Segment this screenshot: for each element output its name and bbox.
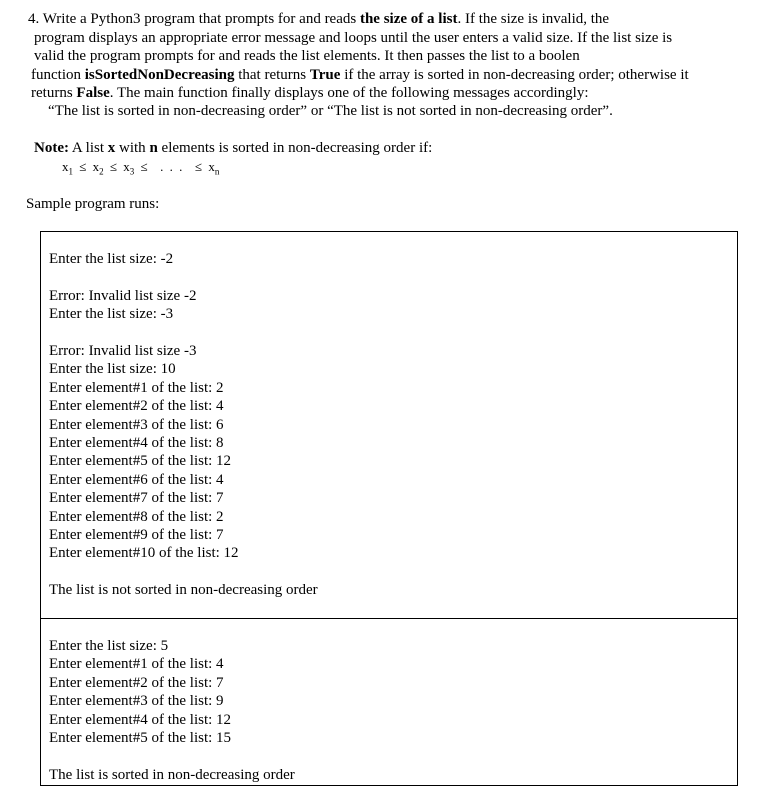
output-line: Enter element#7 of the list: 7 — [49, 490, 224, 506]
result-message: The list is sorted in non-decreasing order — [49, 767, 295, 783]
formula-le: ≤ — [79, 159, 87, 174]
note-line — [34, 139, 432, 157]
output-line: Enter element#6 of the list: 4 — [49, 472, 224, 488]
output-line: Enter the list size: 5 — [49, 638, 169, 654]
sorted-condition-formula — [62, 158, 219, 181]
problem-line-6-messages: “The list is sorted in non-decreasing order” or “The list is not sorted in non-decreasing order”. — [48, 103, 613, 119]
problem-text: returns — [31, 85, 77, 101]
formula-le: ≤ — [194, 159, 203, 174]
note-text: with — [115, 140, 150, 156]
problem-text: if the array is sorted in non-decreasing order; otherwise it — [340, 67, 689, 83]
output-line: Enter element#4 of the list: 8 — [49, 435, 224, 451]
output-line: Enter element#2 of the list: 4 — [49, 398, 224, 414]
output-line: Enter element#9 of the list: 7 — [49, 527, 224, 543]
note-var-n: n — [149, 140, 158, 156]
formula-dots: . . . — [160, 159, 183, 174]
output-line: Enter the list size: 10 — [49, 361, 176, 377]
note-text: elements is sorted in non-decreasing order if: — [157, 140, 433, 156]
output-line: Enter the list size: -3 — [49, 306, 174, 322]
output-line: Error: Invalid list size -2 — [49, 288, 197, 304]
problem-line-1 — [28, 10, 609, 28]
formula-x: x — [92, 159, 100, 174]
output-line: Enter element#5 of the list: 15 — [49, 730, 232, 746]
formula-le: ≤ — [109, 159, 118, 174]
sample-run-2-box — [40, 618, 738, 786]
note-label: Note: — [34, 140, 69, 156]
formula-subscript: 3 — [129, 166, 135, 177]
keyword-true: True — [309, 67, 341, 83]
output-line: Enter element#8 of the list: 2 — [49, 509, 224, 525]
output-line: Enter element#3 of the list: 9 — [49, 693, 224, 709]
function-name: isSortedNonDecreasing — [84, 67, 235, 83]
problem-text: . The main function finally displays one of the following messages accordingly: — [109, 85, 589, 101]
problem-line-3: valid the program prompts for and reads the list elements. It then passes the list to a boolen — [34, 48, 580, 64]
keyword-false: False — [76, 85, 110, 101]
formula-subscript: 1 — [68, 166, 73, 177]
output-line: Enter element#10 of the list: 12 — [49, 545, 239, 561]
problem-text: function — [31, 67, 85, 83]
output-line: Enter element#1 of the list: 4 — [49, 656, 224, 672]
output-line: Enter element#3 of the list: 6 — [49, 417, 224, 433]
formula-x: x — [123, 159, 130, 174]
note-var-x: x — [107, 140, 116, 156]
problem-line-2: program displays an appropriate error message and loops until the user enters a valid size. If the list size is — [34, 30, 673, 46]
output-line: Enter element#4 of the list: 12 — [49, 712, 232, 728]
sample-run-1-box — [40, 231, 738, 619]
problem-line-5 — [31, 84, 589, 102]
output-line: Enter element#2 of the list: 7 — [49, 675, 224, 691]
problem-text: 4. Write a Python3 program that prompts for and reads — [28, 11, 360, 27]
formula-x: x — [62, 159, 69, 174]
result-message: The list is not sorted in non-decreasing order — [49, 582, 318, 598]
output-line: Enter element#5 of the list: 12 — [49, 453, 232, 469]
formula-subscript: n — [214, 166, 220, 177]
output-line: Enter the list size: -2 — [49, 251, 174, 267]
problem-line-4 — [31, 66, 689, 84]
sample-runs-label: Sample program runs: — [26, 196, 160, 212]
formula-subscript: 2 — [99, 166, 104, 177]
formula-x: x — [208, 159, 215, 174]
problem-text: . If the size is invalid, the — [457, 11, 610, 27]
bold-phrase-size-of-list: the size of a list — [359, 11, 458, 27]
output-line: Enter element#1 of the list: 2 — [49, 380, 224, 396]
problem-text: that returns — [234, 67, 310, 83]
note-text: A list — [68, 140, 108, 156]
formula-le: ≤ — [140, 159, 148, 174]
output-line: Error: Invalid list size -3 — [49, 343, 197, 359]
